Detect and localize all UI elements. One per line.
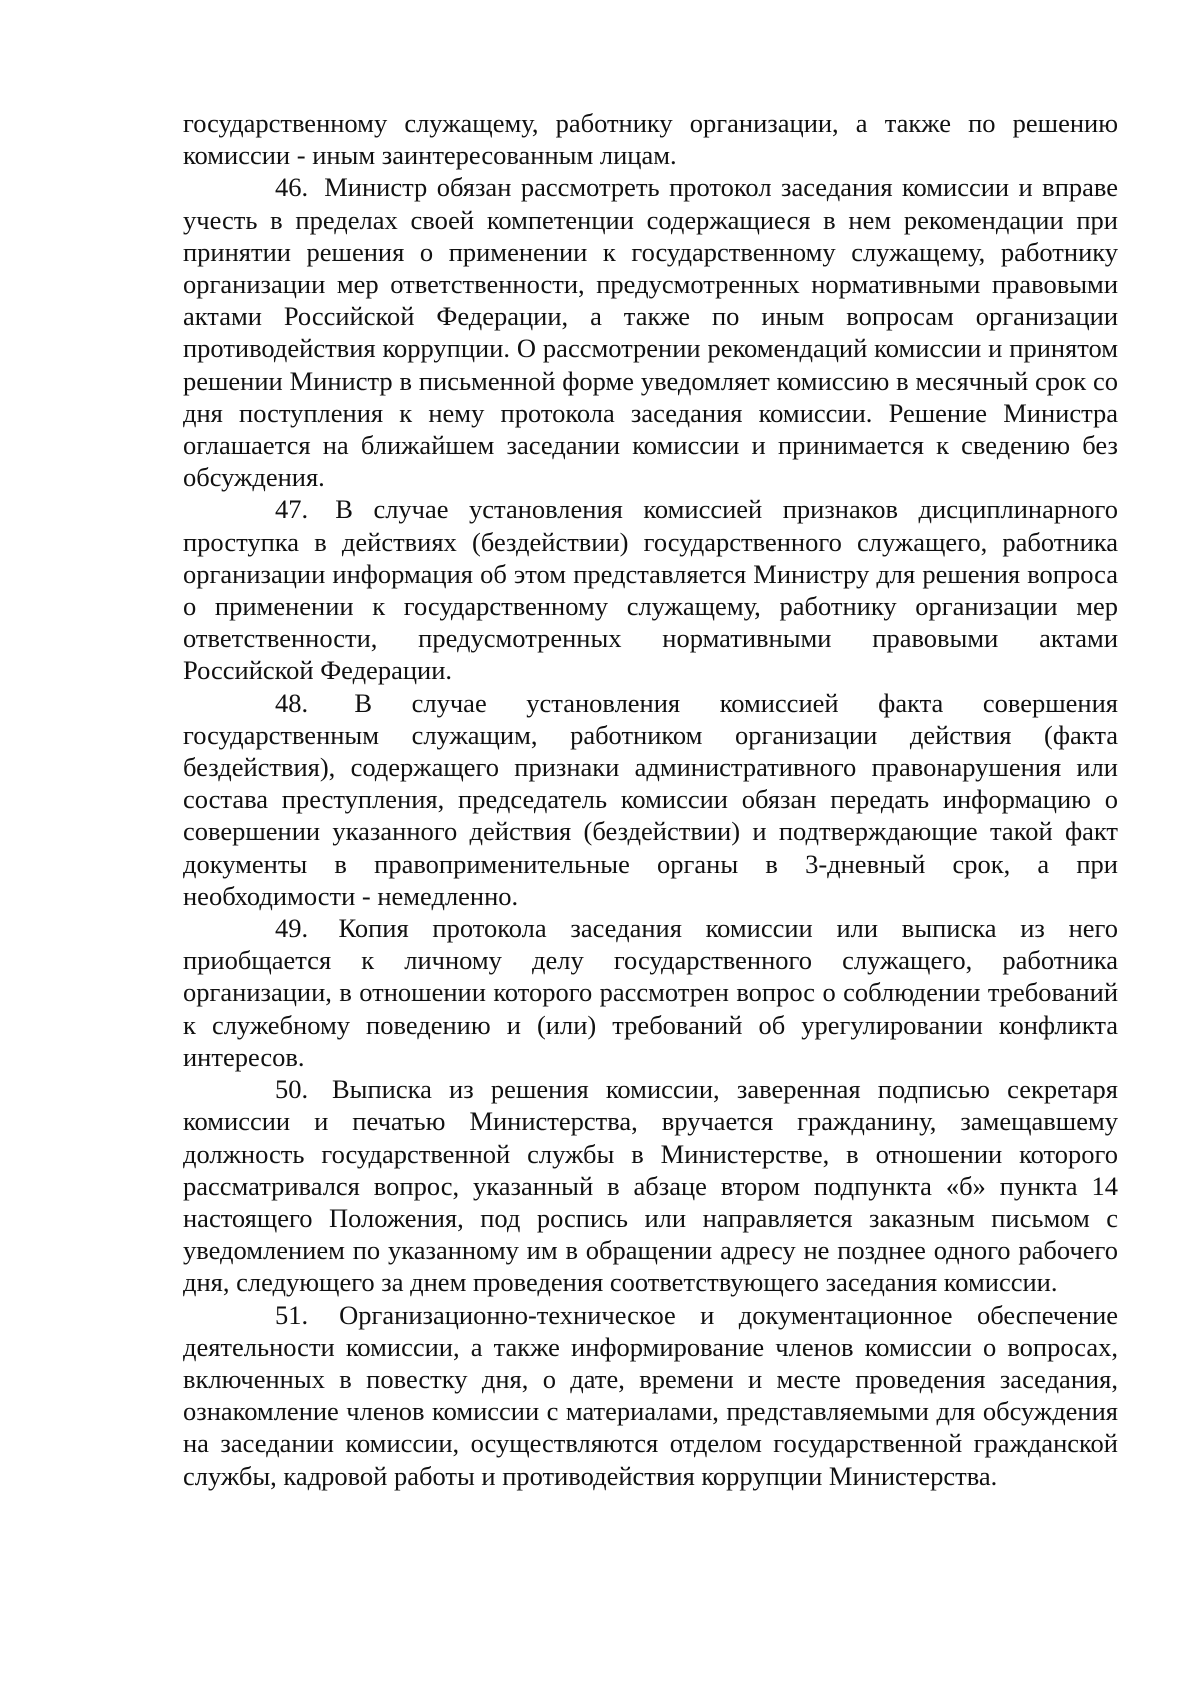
paragraph-number: 46. — [275, 172, 309, 203]
paragraph-46 — [183, 171, 1118, 493]
paragraph-number: 47. — [275, 494, 309, 525]
paragraph-text: Выписка из решения комиссии, заверенная подписью секретаря комиссии и печатью Министерства, вручается гражданину, замещавшему должность государственной службы в Министерстве, в отношении которого рассматривался вопрос, указанный в абзаце втором подпункта «б» пункта 14 настоящего Положения, под роспись или направляется заказным письмом с уведомлением по указанному им в обращении адресу не позднее одного рабочего дня, следующего за днем проведения соответствующего заседания комиссии. — [183, 1074, 1118, 1298]
paragraph-text: Организационно-техническое и документационное обеспечение деятельности комиссии, а также информирование членов комиссии о вопросах, включенных в повестку дня, о дате, времени и месте проведения заседания, ознакомление членов комиссии с материалами, представляемыми для обсуждения на заседании комиссии, осуществляются отделом государственной гражданской службы, кадровой работы и противодействия коррупции Министерства. — [183, 1299, 1119, 1491]
paragraph-number: 51. — [275, 1299, 309, 1330]
paragraph-number: 49. — [275, 913, 309, 944]
paragraph-text: В случае установления комиссией факта совершения государственным служащим, работником организации действия (факта бездействия), содержащего признаки административного правонарушения или состава преступления, председатель комиссии обязан передать информацию о совершении указанного действия (бездействии) и подтверждающие такой факт документы в правоприменительные органы в 3-дневный срок, а при необходимости - немедленно. — [183, 687, 1118, 911]
paragraph-51 — [183, 1299, 1118, 1492]
paragraph-49 — [183, 912, 1118, 1073]
paragraph-47 — [183, 493, 1118, 686]
document-page — [183, 107, 1118, 1492]
paragraph-48 — [183, 687, 1118, 912]
paragraph-text: Копия протокола заседания комиссии или выписка из него приобщается к личному делу государственного служащего, работника организации, в отношении которого рассмотрен вопрос о соблюдении требований к служебному поведению и (или) требований об урегулировании конфликта интересов. — [183, 913, 1119, 1072]
paragraph-text: Министр обязан рассмотреть протокол заседания комиссии и вправе учесть в пределах своей компетенции содержащиеся в нем рекомендации при принятии решения о применении к государственному служащему, работнику организации мер ответственности, предусмотренных нормативными правовыми актами Российской Федерации, а также по иным вопросам организации противодействия коррупции. О рассмотрении рекомендаций комиссии и принятом решении Министр в письменной форме уведомляет комиссию в месячный срок со дня поступления к нему протокола заседания комиссии. Решение Министра оглашается на ближайшем заседании комиссии и принимается к сведению без обсуждения. — [183, 172, 1119, 493]
paragraph-50 — [183, 1073, 1118, 1298]
lead-paragraph: государственному служащему, работнику организации, а также по решению комиссии - иным заинтересованным лицам. — [183, 108, 1118, 171]
paragraph-number: 48. — [275, 687, 309, 718]
paragraph-number: 50. — [275, 1074, 309, 1105]
paragraph-text: В случае установления комиссией признаков дисциплинарного проступка в действиях (бездействии) государственного служащего, работника организации информация об этом представляется Министру для решения вопроса о применении к государственному служащему, работнику организации мер ответственности, предусмотренных нормативными правовыми актами Российской Федерации. — [183, 494, 1119, 686]
